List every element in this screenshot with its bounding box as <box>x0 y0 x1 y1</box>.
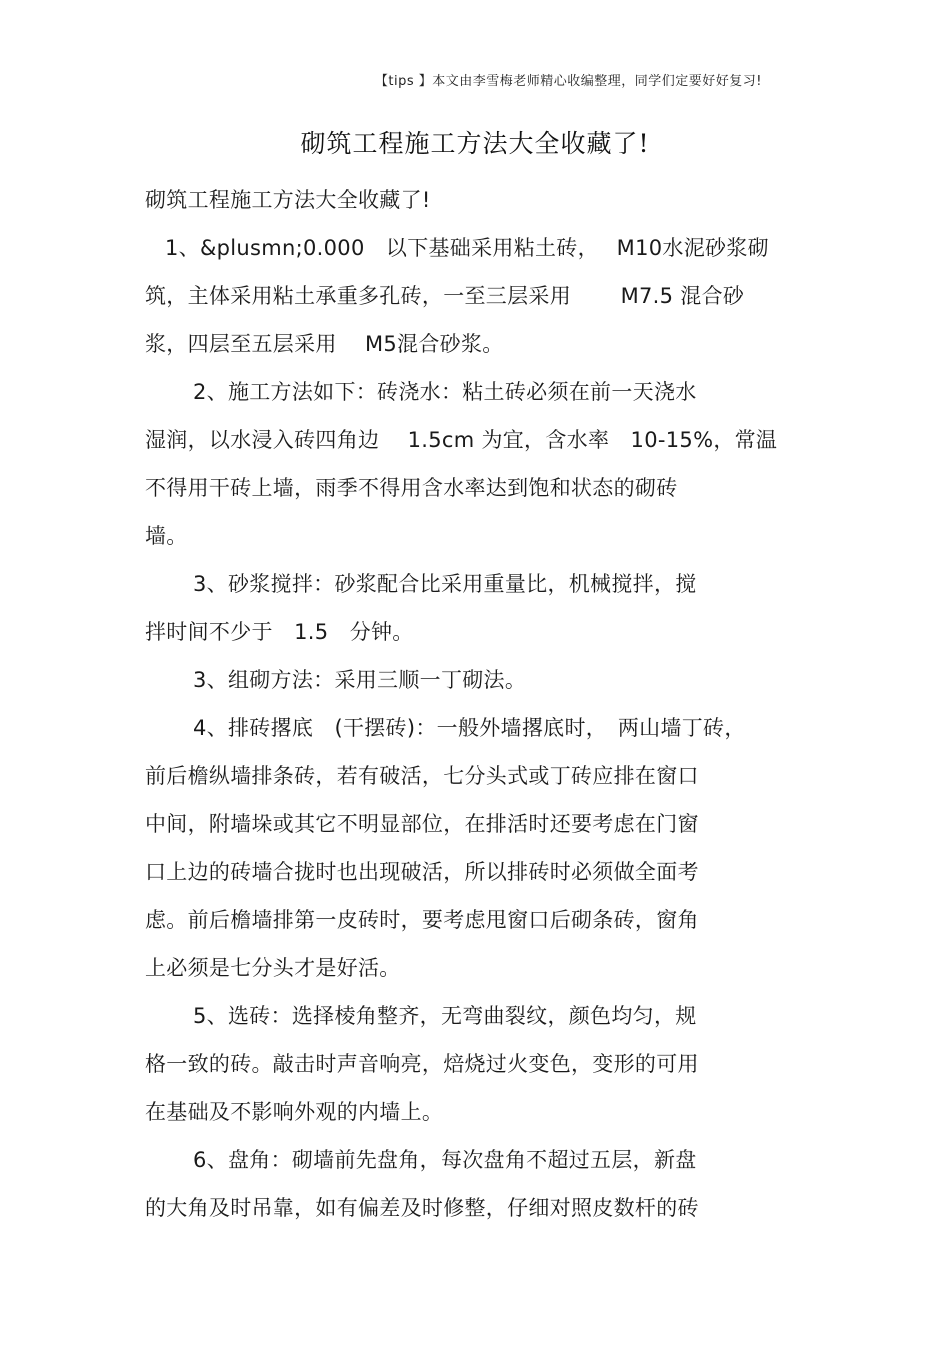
paragraph-line: 4、排砖撂底 (干摆砖)：一般外墙撂底时， 两山墙丁砖， <box>193 716 746 740</box>
tips-header: 【tips 】本文由李雪梅老师精心收编整理，同学们定要好好复习! <box>374 74 762 89</box>
paragraph-line: 湿润，以水浸入砖四角边 1.5cm 为宜，含水率 10-15%，常温 <box>145 428 778 452</box>
paragraph-line: 不得用干砖上墙，雨季不得用含水率达到饱和状态的砌砖 <box>145 476 678 500</box>
paragraph-line: 上必须是七分头才是好活。 <box>145 956 401 980</box>
paragraph-line: 5、选砖：选择棱角整齐，无弯曲裂纹，颜色均匀，规 <box>193 1004 697 1028</box>
paragraph-line: 3、砂浆搅拌：砂浆配合比采用重量比，机械搅拌，搅 <box>193 572 697 596</box>
paragraph-line: 在基础及不影响外观的内墙上。 <box>145 1100 444 1124</box>
paragraph-line: 格一致的砖。敲击时声音响亮，焙烧过火变色，变形的可用 <box>145 1052 699 1076</box>
paragraph-line: 砌筑工程施工方法大全收藏了! <box>145 188 431 212</box>
paragraph-line: 3、组砌方法：采用三顺一丁砌法。 <box>193 668 527 692</box>
page-title: 砌筑工程施工方法大全收藏了! <box>300 129 650 158</box>
paragraph-line: 筑，主体采用粘土承重多孔砖，一至三层采用 M7.5 混合砂 <box>145 284 745 308</box>
paragraph-line: 墙。 <box>145 524 188 548</box>
paragraph-line: 拌时间不少于 1.5 分钟。 <box>145 620 414 644</box>
paragraph-line: 虑。前后檐墙排第一皮砖时，要考虑甩窗口后砌条砖，窗角 <box>145 908 699 932</box>
paragraph-line: 1、&plusmn;0.000 以下基础采用粘土砖， M10水泥砂浆砌 <box>165 236 769 260</box>
document-body <box>145 176 810 1232</box>
paragraph-line: 2、施工方法如下：砖浇水：粘土砖必须在前一天浇水 <box>193 380 697 404</box>
paragraph-line: 的大角及时吊靠，如有偏差及时修整，仔细对照皮数杆的砖 <box>145 1196 699 1220</box>
paragraph-line: 口上边的砖墙合拢时也出现破活，所以排砖时必须做全面考 <box>145 860 699 884</box>
paragraph-line: 6、盘角：砌墙前先盘角，每次盘角不超过五层，新盘 <box>193 1148 697 1172</box>
paragraph-line: 浆，四层至五层采用 M5混合砂浆。 <box>145 332 504 356</box>
paragraph-line: 中间，附墙垛或其它不明显部位，在排活时还要考虑在门窗 <box>145 812 699 836</box>
paragraph-line: 前后檐纵墙排条砖，若有破活，七分头式或丁砖应排在窗口 <box>145 764 699 788</box>
